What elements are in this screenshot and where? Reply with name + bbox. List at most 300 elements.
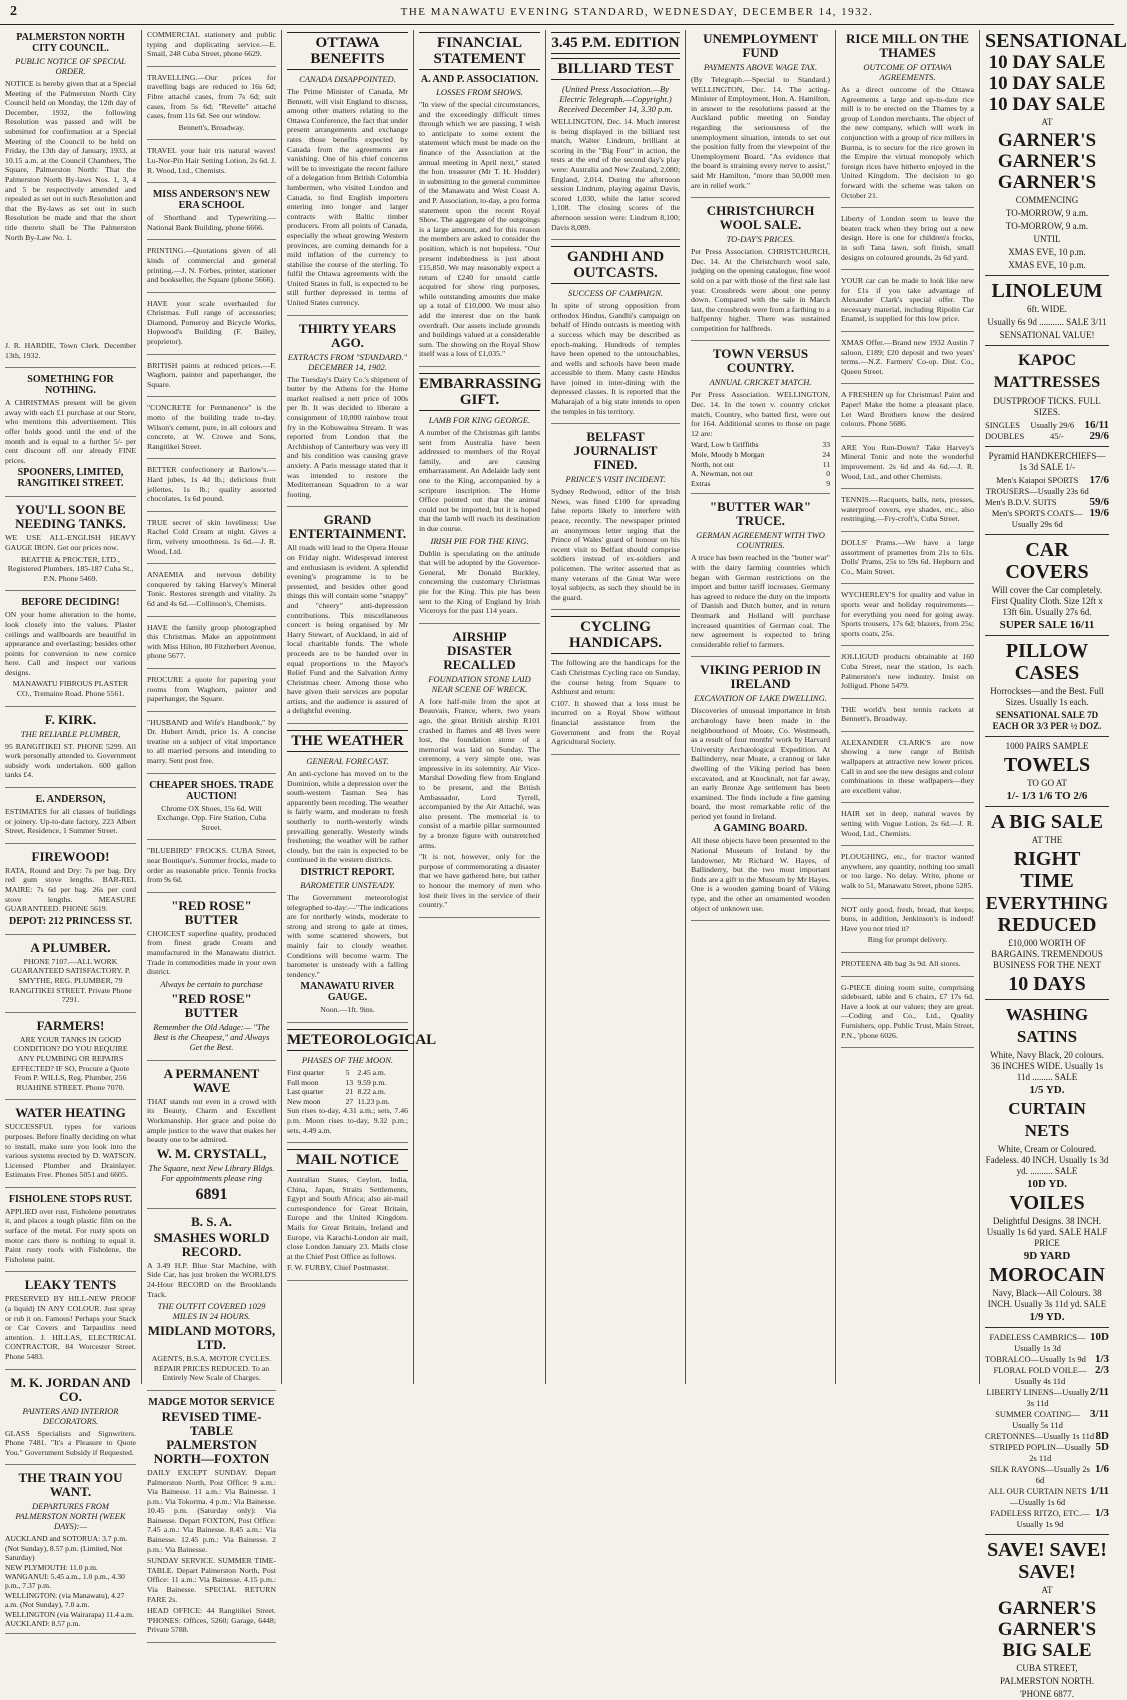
billiard-sub: (United Press Association.—By Electric Telegraph.—Copyright.) Received December 14, 3.30 p.m. xyxy=(558,84,673,114)
column-8-garners-sale xyxy=(980,30,1127,1699)
garner-line: GARNER'S xyxy=(997,130,1097,151)
madge-sub: REVISED TIME-TABLE PALMERSTON NORTH—FOXTON xyxy=(153,1408,270,1466)
sports-sale: 19/6 xyxy=(1089,507,1109,519)
column-3 xyxy=(282,30,437,1384)
bsa-covered: THE OUTFIT COVERED 1029 MILES IN 24 HOURS. xyxy=(157,1301,266,1322)
midland-headline: MIDLAND MOTORS, LTD. xyxy=(147,1323,276,1353)
plumber-body: PHONE 7107.—ALL WORK GUARANTEED SATISFACTORY. P. SMYTHE, REG. PLUMBER, 79 RANGITIKEI STREET. Private Phone 7291. xyxy=(9,956,132,1005)
washing-satins-price: 1/5 YD. xyxy=(1029,1084,1065,1096)
to-morrow-2: TO-MORROW, 9 a.m. xyxy=(1005,221,1089,231)
perm-wave-ad xyxy=(147,1067,276,1209)
commencing: COMMENCING xyxy=(1015,195,1079,205)
column-2 xyxy=(142,30,282,1635)
xmas-eve-2: XMAS EVE, 10 p.m. xyxy=(1008,260,1086,270)
gaming-board-body: All these objects have been presented to the National Museum of Ireland by the landowner, Mr Richard W. Hayes, of Ballinderry, but the two most important finds are a gift to the Museum by Mr Hayes. One is a wooden gaming board of Viking type, and the other an ornamented wooden object of unknown use. xyxy=(691,836,830,913)
firewood-body: RATA, Round and Dry: 7s per bag. Dry red gum stove lengths. BAR-REL MAIRE: 7s 6d per bag. 26s per cord stove lengths. MEASURE GUARANTEED. PHONE 5619. xyxy=(5,865,136,914)
photo-ad xyxy=(147,623,276,669)
moon-time: 9.59 p.m. xyxy=(357,1077,387,1087)
austin-body: XMAS Offer.—Brand new 1932 Austin 7 saloon, £189; £20 deposit and two years' terms.—N.Z. Farmers' Co-op. Dist. Co., Queen Street. xyxy=(841,338,974,376)
commercial-body: COMMERCIAL stationery and public typing and duplicating service.—E. Smail, 248 Cuba Street, phone 6629. xyxy=(147,30,276,59)
column-5 xyxy=(546,30,686,1384)
tonic-ad xyxy=(841,443,974,489)
sports-sale: 59/6 xyxy=(1089,496,1109,508)
andersons-school-ad xyxy=(147,189,276,240)
wallpaper-body: ALEXANDER CLARK'S are now showing a new range of British wallpapers at attractive new lower prices. Call in and see the new designs and colour combinations in these wallpapers—they are excellent value. xyxy=(841,737,974,795)
moon-phase: Full moon xyxy=(287,1077,319,1087)
financial-headline: FINANCIAL STATEMENT xyxy=(419,32,540,70)
batsman: North, not out xyxy=(691,459,734,469)
cricket-sub: ANNUAL CRICKET MATCH. xyxy=(709,377,812,388)
red-rose-headline: "RED ROSE" BUTTER xyxy=(171,897,252,927)
fabric-label: FADELESS RITZO, ETC.—Usually 1s 9d xyxy=(990,1508,1090,1529)
anaemia-body: ANAEMIA and nervous debility conquered by taking Harvey's Mineral Tonic. Restores strength and vitality. 2s 6d and 4s 6d.—Collinson's, Chemists. xyxy=(147,570,276,608)
moon-phases-sub: PHASES OF THE MOON. xyxy=(301,1054,394,1065)
unemployment-headline: UNEMPLOYMENT FUND xyxy=(703,31,818,60)
bread-delivery: Ring for prompt delivery. xyxy=(867,935,948,945)
unemployment-article xyxy=(691,32,830,198)
rackets-ad xyxy=(841,705,974,732)
firewood-ad xyxy=(5,850,136,935)
train-ad xyxy=(5,1471,136,1634)
fabric-row xyxy=(985,1365,1109,1387)
freshen-body: A FRESHEN up for Christmas! Paint and Paper! Make the home a pleasant place. Let Ward Brothers know the desired colours. Phone 5686. xyxy=(841,390,974,429)
shoes-headline: CHEAPER SHOES. TRADE AUCTION! xyxy=(149,779,274,802)
cricket-article xyxy=(691,347,830,494)
gaming-board-headline: A GAMING BOARD. xyxy=(713,823,808,835)
mail-notice xyxy=(287,1149,408,1281)
farmers-ad xyxy=(5,1019,136,1101)
freshen-ad xyxy=(841,390,974,436)
fabric-sale: 1/3 xyxy=(1094,1353,1109,1365)
moon-phases-table xyxy=(287,1068,408,1106)
jolligud-body: JOLLIGUD products obtainable at 160 Cuba Street, near the station, 1s each. Palmerston's new industry. Insist on Jolligud. Phone 5479. xyxy=(841,652,974,691)
bread-ad xyxy=(841,905,974,953)
ceiling-ad xyxy=(5,597,136,706)
belfast-headline: BELFAST JOURNALIST FINED. xyxy=(573,429,658,473)
entertainment-body: All roads will lead to the Opera House on Friday night. Widespread interest and enthusiasm is evident. A splendid evening's programme is to be presented, and besides other good things this will contain some "snappy" and "cheery" anti-depression contributions. This miscellaneous concert is being organised by Mr Harry Stewart, of Auckland, in aid of local charitable funds. The whole proceeds are to be handed over in equal proportions to the Mayor's Relief Fund and the Salvation Army Christmas cheer. Among those who have given their services are popular artists, and the audience is assured of a delightful evening. xyxy=(287,543,408,716)
voiles-headline: VOILES xyxy=(1009,1192,1085,1214)
tanks-ad xyxy=(5,503,136,591)
belfast-sub: PRINCE'S VISIT INCIDENT. xyxy=(565,474,666,485)
garners-phone: 'PHONE 6877. xyxy=(1019,1689,1075,1699)
airship-quote: "It is not, however, only for the purpose of commemorating a disaster that we have gathered here, but rather to honour the memory of men who lost their lives in the service of their country." xyxy=(419,852,540,910)
linoleum-value: SENSATIONAL VALUE! xyxy=(999,330,1095,340)
to-morrow: TO-MORROW, 9 a.m. xyxy=(1005,208,1089,218)
hair-lotion-ad xyxy=(147,146,276,183)
belfast-article xyxy=(551,430,680,610)
meteorological-headline: METEOROLOGICAL xyxy=(287,1029,408,1051)
rice-mill-body: As a direct outcome of the Ottawa Agreements a large and up-to-date rice mill is to be erected on the Thames by a group of London merchants. The object of the new company, which will work in conjunction with a group of rice millers in Burma, is to secure for the rice grown in the Empire the virtual monopoly which foreign rices have hitherto enjoyed in the United Kingdom. The decision to go forward with the scheme was taken on October 21. xyxy=(841,85,974,200)
paints-ad xyxy=(147,361,276,398)
rackets-body: THE world's best tennis rackets at Bennett's, Broadway. xyxy=(841,704,974,724)
fabric-sale: 2/11 xyxy=(1090,1386,1109,1398)
kapoc-usually: Usually 29/6 xyxy=(1030,420,1075,430)
financial-body: "In view of the special circumstances, and the exceedingly difficult times through which we are passing, I wish to anticipate to some extent the statement which must be made on the finance of the Association at the annual meeting in April next," stated the hon. treasurer (Mr T. H. Hodder) in submitting to the general committee of the Manawatu and West Coast A. and P. Association, to-day, a pro forma statement upon the recent Royal Show. The aggregate of the outgoings is a large amount, and for this reason the members are asked to consider the position, which is not hopeless. "Our present indebtedness is just about £15,850. We may reasonably expect a return of £240 for unsold cattle acquired for show ring purposes, while outstanding amounts due make up a total of £10,000. We must also add the interest due on the bank overdraft. Our assets include grounds and buildings valued at a considerable sum. The showing on the Royal Show itself was a loss of £1,035." xyxy=(419,100,540,359)
handbook-ad xyxy=(147,718,276,774)
fabric-row xyxy=(985,1508,1109,1530)
car-covers-headline: CAR COVERS xyxy=(1005,539,1089,583)
reduced: REDUCED xyxy=(997,914,1097,936)
ottawa-article xyxy=(287,32,408,316)
sports-label: Men's Kaiapoi SPORTS TROUSERS—Usually 23s 6d xyxy=(985,475,1089,496)
towels-sample: 1000 PAIRS SAMPLE xyxy=(1005,741,1089,751)
shoes-body: Chrome OX Shoes, 15s 6d. Will Exchange. Opp. Fire Station, Cuba Street. xyxy=(157,803,266,832)
car-paint-ad xyxy=(841,276,974,332)
sale-sensational: SENSATIONAL xyxy=(985,30,1127,52)
gandhi-article xyxy=(551,246,680,424)
train-line: WELLINGTON: (via Manawatu), 4.27 a.m. (Not Sunday), 7.0 a.m. xyxy=(5,1590,125,1610)
madge-headline: MADGE MOTOR SERVICE xyxy=(148,1396,275,1408)
bsa-subheadline: SMASHES WORLD RECORD. xyxy=(153,1229,270,1259)
moon-day: 21 xyxy=(345,1087,354,1097)
perm-wave-phone: 6891 xyxy=(195,1185,228,1203)
butter-war-article xyxy=(691,500,830,657)
billiard-article xyxy=(551,32,680,240)
anderson-headline: E. ANDERSON, xyxy=(35,794,106,806)
big-sale-final: BIG SALE xyxy=(1002,1640,1092,1661)
fabric-sale: 10D xyxy=(1090,1331,1109,1343)
jordan-body: GLASS Specialists and Signwriters. Phone 7481. "It's a Pleasure to Quote You." Government Subsidy if Requested. xyxy=(5,1428,136,1457)
concrete-body: "CONCRETE for Permanence" is the motto of the building trade to-day. Wilson's cement, pure, in all colours and concrete, at W. Crowe and Sons, Rangitikei Street. xyxy=(147,403,276,451)
notice-body: NOTICE is hereby given that at a Special Meeting of the Palmerston North City Council held on Monday, the 12th day of December, 1932, the following Resolution was passed and will be submitted for confirmation at a Special Meeting of the Council to be held on Friday, the 13th day of January, 1933, at 10.15 a.m. at the Council Chambers, The Square, Palmerston North: That the Palmerston North By-laws Nos. 1, 3, 4 and 5 be respectively amended and repealed as set out in such Resolution and that the By-laws as set out in such Resolution be made and that the short title thereto shall be The Palmerston North By-Law No. 1. xyxy=(5,79,136,242)
spooners-ad xyxy=(5,374,136,497)
shoes-ad xyxy=(147,780,276,841)
billiard-body: WELLINGTON, Dec. 14. Much interest is being displayed in the billiard test match, Walter Lindrum, brilliant at scoring in the "Big Four" in action, the tests at the end of the second day's play were: Australia and New Zealand, 2,080; England, 2,014. During the afternoon session Lindrum, playing against Davis, scored 1,030, while the latter scored 1,108. The closing scores of the afternoon session were: Lindrum 8,100; Davis 8,089. xyxy=(551,117,680,232)
tanks-body: WE USE ALL-ENGLISH HEAVY GAUGE IRON. Get our prices now. xyxy=(5,533,136,552)
fisholene-body: APPLIED over rust, Fisholene penetrates it, and places a tough plastic film on the surface of the metal. For rusty spots on motor cars there is nothing to equal it. Paint rusty roofs with Fisholene, the Fisholene paint. xyxy=(5,1206,136,1264)
weather-article xyxy=(287,730,408,1023)
fabric-row xyxy=(985,1486,1109,1508)
moon-phase: New moon xyxy=(287,1096,321,1106)
jordan-headline: M. K. JORDAN AND CO. xyxy=(10,1374,131,1404)
sale-at: AT xyxy=(1041,117,1053,127)
red-rose-headline-2: "RED ROSE" BUTTER xyxy=(171,990,252,1020)
butter-war-body: A truce has been reached in the "butter war" with the dairy farming countries which began with German restrictions on the import and butter tariff increases. Germany has agreed to reduce the duty on the imports of Danish and Dutch butter, and in return Denmark and Holland will purchase increased quantities of German coal. The new agreement is expected to bring considerable relief to farmers. xyxy=(691,553,830,649)
runs: 24 xyxy=(822,450,830,460)
sports-row xyxy=(985,475,1109,497)
batsman: Extras xyxy=(691,478,711,488)
palmerston-north: PALMERSTON NORTH. xyxy=(1000,1676,1094,1686)
ten-days: 10 DAYS xyxy=(1008,973,1086,995)
financial-sub-2: LOSSES FROM SHOWS. xyxy=(436,87,523,97)
bsa-ad xyxy=(147,1215,276,1391)
tanks-name: BEATTIE & PROCTER, LTD., Registered Plumbers. 185-187 Cuba St., P.N. Phone 5469. xyxy=(7,554,134,583)
liberty-ad xyxy=(841,214,974,270)
handbook-body: "HUSBAND and Wife's Handbook," by Dr. Hubert Arndt, price 1s. A concise treatise on a subject of vital importance to all married persons and intending to marry. Sent post free. xyxy=(147,717,276,766)
airship-article xyxy=(419,630,540,918)
council-notice xyxy=(5,32,136,368)
airship-headline: AIRSHIP DISASTER RECALLED xyxy=(443,628,516,672)
embarrassing-headline: EMBARRASSING GIFT. xyxy=(419,373,540,411)
notice-signature: J. R. HARDIE, Town Clerk. December 13th, 1932. xyxy=(5,341,136,360)
scales-ad xyxy=(147,299,276,355)
save-at: AT xyxy=(1041,1585,1053,1595)
farmers-headline: FARMERS! xyxy=(36,1017,105,1033)
bsa-body: A 3.49 H.P. Blue Star Machine, with Side Car, has just broken the WORLD'S 24-Hour RECORD on the Brooklands Track. xyxy=(147,1260,276,1299)
moon-day: 27 xyxy=(345,1096,354,1106)
sale-line: 10 DAY SALE xyxy=(988,94,1106,115)
hair-set-ad xyxy=(841,809,974,846)
madge-sunday: SUNDAY SERVICE. SUMMER TIME-TABLE. Depart Palmerston North, Post Office: 11 a.m.: Via Bainesse. 4.15 p.m.: Via Bainesse. SPECIAL RETURN FARE 2s. xyxy=(147,1556,276,1604)
fabric-sale: 1/11 xyxy=(1090,1485,1109,1497)
wool-sale-article xyxy=(691,204,830,341)
fabric-sale: 3/11 xyxy=(1090,1408,1109,1420)
proteena-ad xyxy=(841,959,974,977)
embarrassing-gift-article xyxy=(419,373,540,624)
car-covers-body: Will cover the Car completely. First Quality Cloth. Size 12ft x 13ft 6in. Usually 27s 6d. xyxy=(991,585,1103,617)
curtain-nets-body: White, Cream or Coloured. Fadeless. 40 INCH. Usually 1s 3d yd. .......... SALE xyxy=(985,1144,1109,1176)
cuba-street: CUBA STREET, xyxy=(1016,1663,1078,1673)
until: UNTIL xyxy=(1033,234,1061,244)
mail-signature: F. W. FURBY, Chief Postmaster. xyxy=(287,1263,389,1273)
curtain-nets-price: 10D YD. xyxy=(1027,1178,1067,1190)
weather-headline: THE WEATHER xyxy=(287,730,408,752)
firewood-name: DEPOT: 212 PRINCESS ST. xyxy=(9,915,132,927)
irish-pie-headline: IRISH PIE FOR THE KING. xyxy=(430,535,529,546)
unemployment-sub: PAYMENTS ABOVE WAGE TAX. xyxy=(703,62,818,72)
sale-line: 10 DAY SALE xyxy=(988,73,1106,94)
fabric-label: FADELESS CAMBRICS—Usually 1s 3d xyxy=(989,1332,1086,1353)
fabric-label: CRETONNES—Usually 1s 11d xyxy=(985,1431,1095,1441)
anderson-body: ESTIMATES for all classes of buildings or joinery. Up-to-date factory, 223 Albert Street, Residence, 1 Summer Street. xyxy=(5,807,136,836)
red-rose-ad xyxy=(147,899,276,1061)
viking-article xyxy=(691,663,830,921)
runs: 33 xyxy=(822,440,830,450)
fabric-sale: 1/3 xyxy=(1094,1507,1109,1519)
sun-times: Sun rises to-day, 4.31 a.m.; sets, 7.46 p.m. Moon rises to-day, 9.32 p.m.; sets, 4.49 a.m. xyxy=(287,1106,408,1135)
cricket-headline: TOWN VERSUS COUNTRY. xyxy=(712,346,809,376)
table-row xyxy=(691,460,830,470)
red-rose-remember: Always be certain to purchase xyxy=(160,978,263,989)
madge-office: HEAD OFFICE: 44 Rangitikei Street. 'PHONES: Offices, 5260; Garage, 6448; Private 5788. xyxy=(147,1606,276,1635)
wycherley-ad xyxy=(841,590,974,646)
save-line: SAVE! SAVE! xyxy=(987,1539,1107,1561)
concrete-ad xyxy=(147,403,276,459)
viking-headline: VIKING PERIOD IN IRELAND xyxy=(700,662,821,692)
towels-headline: TOWELS xyxy=(1003,754,1091,776)
austin-ad xyxy=(841,338,974,384)
wycherley-body: WYCHERLEY'S for quality and value in sports wear and holiday requirements—for everything you need for going away. Sports trousers, 17s 6d; blazers, from 25s; sports coats, 25s. xyxy=(841,590,974,638)
morocain-body: Navy, Black—All Colours. 38 INCH. Usually 3s 11d yd. SALE xyxy=(987,1288,1107,1309)
cycling-body: The following are the handicaps for the Cash Christmas Cycling race on Sunday, the course being from Square to Ashhurst and return: xyxy=(551,658,680,697)
kirk-body: 95 RANGITIKEI ST. PHONE 5299. All work personally attended to. Government subsidy work undertaken. 600 gallon tanks £4. xyxy=(5,741,136,780)
dining-suite-body: G-PIECE dining room suite, comprising sideboard, table and 6 chairs, £7 17s 6d. Have a look at our values; they are great.—Coding and Co., Ltd., Quality Furnishers, opp. Public Trust, Main Street, P.N., 'phone 6026. xyxy=(841,982,974,1040)
anderson-ad xyxy=(5,794,136,844)
towels-prices: 1/- 1/3 1/6 TO 2/6 xyxy=(1006,790,1088,802)
table-row xyxy=(691,440,830,450)
train-line: NEW PLYMOUTH: 11.0 p.m. xyxy=(5,1562,98,1572)
washing-satins-body: White, Navy Black, 20 colours. 36 INCHES WIDE. Usually 1s 11d ......... SALE xyxy=(990,1050,1104,1082)
train-line: AUCKLAND: 8.57 p.m. xyxy=(5,1619,81,1629)
skin-body: TRUE secret of skin loveliness: Use Rachel Cold Cream at night. Gives a firm, velvety smoothness. 1s 6d.—J. R. Wood, Ltd. xyxy=(147,517,276,556)
cricket-scores xyxy=(691,440,830,488)
dolls-prams-body: DOLLS' Prams.—We have a large assortment of pramettes from 21s to 61s. Dolls' Prams, 25s to 59s 6d. Hepburn and Co., Main Street. xyxy=(841,537,974,576)
kapoc-usually: 45/- xyxy=(1049,431,1064,441)
washing-satins-headline: WASHING SATINS xyxy=(1005,1005,1089,1046)
rice-mill-article xyxy=(841,32,974,208)
cycling-headline: CYCLING HANDICAPS. xyxy=(551,616,680,654)
runs: 9 xyxy=(826,478,830,488)
kapoc-row xyxy=(985,431,1109,442)
ottawa-headline: OTTAWA BENEFITS xyxy=(287,32,408,70)
billiard-headline: BILLIARD TEST xyxy=(551,58,680,80)
pillow-cases-body: Horrockses—and the Best. Full Sizes. Usually 1s each. xyxy=(990,686,1104,707)
save-line-2: SAVE! xyxy=(1018,1561,1076,1583)
batsman: Mole, Moody b Morgan xyxy=(691,450,765,460)
handkerchiefs: Pyramid HANDKERCHIEFS—1s 3d SALE 1/- xyxy=(988,451,1106,472)
xmas-eve: XMAS EVE, 10 p.m. xyxy=(1008,247,1086,257)
table-row xyxy=(287,1097,408,1107)
district-body: The Government meteorologist telegraphed to-day:—"The indications are for northerly winds, moderate to strong and strong to gale at times, with some scattered showers, but mainly fair to cloudy weather. Conditions will become warm. The barometer is unsteady with a falling tendency." xyxy=(287,893,408,979)
pillow-cases-headline: PILLOW CASES xyxy=(1005,640,1089,684)
irish-pie-body: Dublin is speculating on the attitude that will be adopted by the Governor-General, Mr Donald Buckley, concerning the customary Christmas pie for the King. This pie has been sent to the King of England by Irish Viceroys for the past 114 years. xyxy=(419,548,540,616)
ottawa-sub: CANADA DISAPPOINTED. xyxy=(299,74,396,84)
moon-phase: Last quarter xyxy=(287,1087,324,1097)
tennis-ad xyxy=(841,495,974,532)
dining-suite-ad xyxy=(841,983,974,1049)
garner-line: GARNER'S xyxy=(997,151,1097,172)
sports-sale: 17/6 xyxy=(1089,474,1109,486)
moon-time: 8.22 a.m. xyxy=(357,1087,386,1097)
runs: 0 xyxy=(826,469,830,479)
travelling-ad xyxy=(147,73,276,141)
fabric-sale: 2/3 xyxy=(1094,1364,1109,1376)
ceiling-body: ON your home alteration to the home, look closely into the values. Plaster ceilings and wallboards are beautiful in appearance and everlasting; besides other points for conversion to new cornice here. Call and inspect our various designs. xyxy=(5,610,136,677)
table-row xyxy=(287,1078,408,1088)
kapoc-sale: 16/11 xyxy=(1084,419,1109,431)
spooners-headline: SOMETHING FOR NOTHING. xyxy=(27,374,114,397)
entertainment-article xyxy=(287,513,408,724)
gauge-headline: MANAWATU RIVER GAUGE. xyxy=(300,981,395,1004)
tennis-body: TENNIS.—Racquets, balls, nets, presses, waterproof covers, eye shades, etc., also restringing.—Fry-croft's, Cuba Street. xyxy=(841,495,974,524)
kapoc-headline: KAPOC MATTRESSES xyxy=(993,352,1101,391)
pillow-cases-sale: SENSATIONAL SALE 7D EACH OR 3/3 PER ½ DOZ. xyxy=(992,710,1102,731)
garner-line: GARNER'S xyxy=(997,172,1097,193)
big-sale-at: AT THE xyxy=(1031,835,1063,845)
kirk-sub: THE RELIABLE PLUMBER, xyxy=(20,728,121,739)
train-headline: THE TRAIN YOU WANT. xyxy=(18,1470,123,1500)
jordan-ad xyxy=(5,1376,136,1466)
tents-ad xyxy=(5,1278,136,1369)
voiles-body: Delightful Designs. 38 INCH. Usually 1s 6d yard. SALE HALF PRICE xyxy=(986,1216,1108,1248)
garner-final: GARNER'S xyxy=(997,1598,1097,1619)
train-line: WELLINGTON (via Wairarapa) 11.4 a.m. xyxy=(5,1609,134,1619)
edition-headline: 3.45 P.M. EDITION xyxy=(551,32,680,54)
travelling-name: Bennett's, Broadway. xyxy=(178,122,245,132)
table-row xyxy=(691,450,830,460)
skin-ad xyxy=(147,518,276,564)
unemployment-body: (By Telegraph.—Special to Standard.) WELLINGTON, Dec. 14. The acting-Minister of Employment, Hon. A. Hamilton, in answer to the resolutions passed at the Auckland public meeting on Sunday regarding the seriousness of the unemployment situation, intends to set out the position fully from the viewpoint of the Unemployment Board. "As evidence that the board is straining every nerve to assist," said Mr Hamilton, "more than 50,000 men are in relief work." xyxy=(691,75,830,190)
table-row xyxy=(691,469,830,479)
weather-sub: GENERAL FORECAST. xyxy=(306,756,389,767)
belfast-body: Sydney Redwood, editor of the Irish News, was fined £100 for spreading false reports likely to interfere with peace, recently. The newspaper printed an anonymous letter urging that the Prince of Wales' guard of honour on his recent visit to Belfast should comprise soldiers instead of ex-soldiers and policemen. The writer asserted that as many veterans of the Great War were loyal subjects, as such they should be in the guard. xyxy=(551,487,680,602)
fabric-label: ALL OUR CURTAIN NETS—Usually 1s 6d xyxy=(988,1486,1087,1507)
fabric-label: SILK RAYONS—Usually 2s 6d xyxy=(990,1464,1090,1485)
fabric-label: TOBRALCO—Usually 1s 9d xyxy=(985,1354,1086,1364)
wool-body: Per Press Association. CHRISTCHURCH, Dec. 14. At the Christchurch wool sale, judging on the opening catalogue, fine wool sold on a par with those of the first sale last year. Crossbreds were about one penny down. Compared with the sale in March last, the crossbreds were from a farthing to a halfpenny higher. There was sustained competition for halfbreds. xyxy=(691,247,830,333)
printing-body: PRINTING.—Quotations given of all kinds of commercial and general printing.—J. N. Forbes, printer, stationer and bookseller, the Square (phone 5666). xyxy=(147,246,276,285)
fabric-label: SUMMER COATING—Usually 5s 11d xyxy=(995,1409,1080,1430)
moon-time: 2.45 a.m. xyxy=(357,1067,386,1077)
financial-article xyxy=(419,32,540,367)
curtain-nets-headline: CURTAIN NETS xyxy=(1008,1099,1086,1140)
viking-body: Discoveries of unusual importance in Irish archæology have been made in the neighbourhood of Moate, Co. Westmeath, as a result of four months' work by Harvard University Archæological Expedition. At Ballinderry, near Moate, a crannog or lake dwelling of the Viking period has been excavated, and at Knocknalt, not far away, an early Bronze Age settlement has been examined. The finds include a fine gaming board, the most remarkable relic of the period yet found in Ireland. xyxy=(691,706,830,821)
moon-time: 11.23 p.m. xyxy=(357,1096,390,1106)
batsman: Ward, Low b Griffiths xyxy=(691,440,759,450)
column-6 xyxy=(686,30,836,1384)
fabric-sale: 8D xyxy=(1095,1430,1109,1442)
column-7 xyxy=(836,30,980,1384)
plumber-headline: A PLUMBER. xyxy=(30,939,111,955)
ceiling-name: MANAWATU FIBROUS PLASTER CO., Tremaine Road. Phone 5561. xyxy=(12,679,129,699)
tents-body: PRESERVED BY HILL-NEW PROOF (a liquid) IN ANY COLOUR. Just spray or rub it on. Famous! Perhaps your Stack or Car Covers and Tarpaulins need attention. J. HILLAS, ELECTRICAL CONTRACTOR, 84 Worcester Street. Phone 5483. xyxy=(5,1294,136,1361)
perm-wave-body: THAT stands out even in a crowd with its Beauty, Charm and Excellent Workmanship. Her grace and poise do ample justice to the wave that makes her beauty one to be admired. xyxy=(147,1096,276,1145)
liberty-body: Liberty of London seem to leave the beaten track when they bring out a new design. Here is one for children's frocks, in soft Tana lawn, soft finish, small designs on coloured grounds, 2s 6d yard. xyxy=(841,214,974,262)
viking-sub: EXCAVATION OF LAKE DWELLING. xyxy=(694,693,827,704)
spooners-name: SPOONERS, LIMITED, RANGITIKEI STREET. xyxy=(17,467,124,490)
printing-ad xyxy=(147,246,276,292)
train-line: AUCKLAND and SOTORUA: 3.7 p.m. (Not Sunday), 8.57 p.m. (Limited, Not Saturday) xyxy=(5,1534,127,1563)
butter-war-headline: "BUTTER WAR" TRUCE. xyxy=(709,499,812,529)
plumber-ad xyxy=(5,941,136,1013)
linoleum-headline: LINOLEUM xyxy=(991,280,1103,302)
fabric-row xyxy=(985,1464,1109,1486)
cycling-article xyxy=(551,616,680,754)
bluebird-body: "BLUEBIRD" FROCKS. CUBA Street, near Boutique's. Summer frocks, made to order as reasonable price. Tennis frocks from 9s 6d. xyxy=(147,846,276,885)
voiles-price: 9D YARD xyxy=(1023,1250,1071,1262)
runs: 11 xyxy=(822,459,830,469)
proteena-body: PROTEENA 4lb bag 3s 9d. All stores. xyxy=(841,958,961,968)
thirty-years-headline: THIRTY YEARS AGO. xyxy=(298,320,397,350)
weather-body: An anti-cyclone has moved on to the Dominion, while a depression over the south-western Tasman Sea has apparently been receding. The weather is fairly warm, and moderate to fresh southerly to north-westerly winds prevailing generally. Westerly winds freshening; the weather will be rather cloudy, but the rain is expected to be continued in the western districts. xyxy=(287,769,408,865)
sports-label: Men's SPORTS COATS—Usually 29s 6d xyxy=(991,508,1083,529)
fabric-row xyxy=(985,1442,1109,1464)
procure-body: PROCURE a quote for papering your rooms from Waghorn, painter and paperhanger, the Square. xyxy=(147,674,276,704)
page-number: 2 xyxy=(10,4,17,19)
perm-wave-headline: A PERMANENT WAVE xyxy=(163,1065,260,1095)
linoleum-price: Usually 6s 9d ........... SALE 3/11 xyxy=(987,317,1107,327)
farmers-body: ARE YOUR TANKS IN GOOD CONDITION? DO YOU REQUIRE ANY PLUMBING OR REPAIRS EFFECTED? IF SO, Procure a Quote From P. WILLS, Reg. Plumber, 256 RUAHINE STREET. Phone 7070. xyxy=(11,1034,130,1092)
thirty-years-body: The Tuesday's Dairy Co.'s shipment of butter by the Athens for the Home market realised a nett price of 100s per lb. It was decided to liberate a consignment of 10,000 rainbow trout fry in the Kohuwaitea Stream. It was reported from London that the Archbishop of Canterbury was very ill and his condition was causing grave anxiety. A Paris message stated that it was intended to restore the Mediterranean Squadron to a war footing. xyxy=(287,374,408,499)
madge-ad xyxy=(147,1397,276,1643)
garner-final-2: GARNER'S xyxy=(997,1619,1097,1640)
paints-body: BRITISH paints at reduced prices.—F. Waghorn, painter and paperhanger, the Square. xyxy=(147,360,276,389)
fisholene-ad xyxy=(5,1194,136,1273)
sale-line: 10 DAY SALE xyxy=(988,52,1106,73)
andersons-headline: MISS ANDERSON'S NEW ERA SCHOOL xyxy=(152,189,271,212)
embarrassing-body: A number of the Christmas gift lambs sent from Australia have been addressed to members of the Royal family, and are causing embarrassment. An Adelaide lady sent one to the King, accompanied by a scripture inscription. The Home Office pointed out that the animal could not be imported, but it is hoped that the lamb will reach its destination in due course. xyxy=(419,428,540,533)
notice-headline: PALMERSTON NORTH CITY COUNCIL. xyxy=(16,32,125,54)
spooners-body: A CHRISTMAS present will be given away with each £1 purchase at our Store, who mentions this advertisement. This offer holds good until the end of the month and is equal to a further 5/- per cent discount off our already FINE prices. xyxy=(5,398,136,465)
cricket-body: Per Press Association. WELLINGTON, Dec. 14. In the town v. country cricket match, Country, who batted first, were out for 164. Additional scores to those on page 12 are: xyxy=(691,390,830,438)
train-sub: DEPARTURES FROM PALMERSTON NORTH (WEEK DAYS):— xyxy=(15,1501,126,1532)
tents-headline: LEAKY TENTS xyxy=(24,1277,117,1293)
photo-body: HAVE the family group photographed this Christmas. Make an appointment with Miss Hilton, 80 Fitzherbert Avenue, phone 5677. xyxy=(147,622,276,661)
anaemia-ad xyxy=(147,570,276,616)
wool-headline: CHRISTCHURCH WOOL SALE. xyxy=(706,203,815,233)
confectionery-ad xyxy=(147,465,276,511)
perm-wave-address: The Square, next New Library Bldgs. For appointments please ring xyxy=(148,1162,275,1183)
heating-body: SUCCESSFUL types for various purposes. Before finally deciding on what to install, make sure you look into the various systems erected by D. WATSON. Licensed Plumber and Drainlayer. Estimates Free. Phones 5051 and 6605. xyxy=(5,1122,136,1180)
table-row xyxy=(287,1087,408,1097)
table-row xyxy=(287,1068,408,1078)
district-headline: DISTRICT REPORT. xyxy=(300,867,395,878)
kirk-headline: F. KIRK. xyxy=(44,711,97,727)
moon-phase: First quarter xyxy=(287,1067,325,1077)
jordan-sub: PAINTERS AND INTERIOR DECORATORS. xyxy=(22,1405,119,1426)
gauge-body: Noon.—1ft. 9ins. xyxy=(320,1005,375,1015)
kapoc-label: SINGLES xyxy=(985,420,1020,430)
